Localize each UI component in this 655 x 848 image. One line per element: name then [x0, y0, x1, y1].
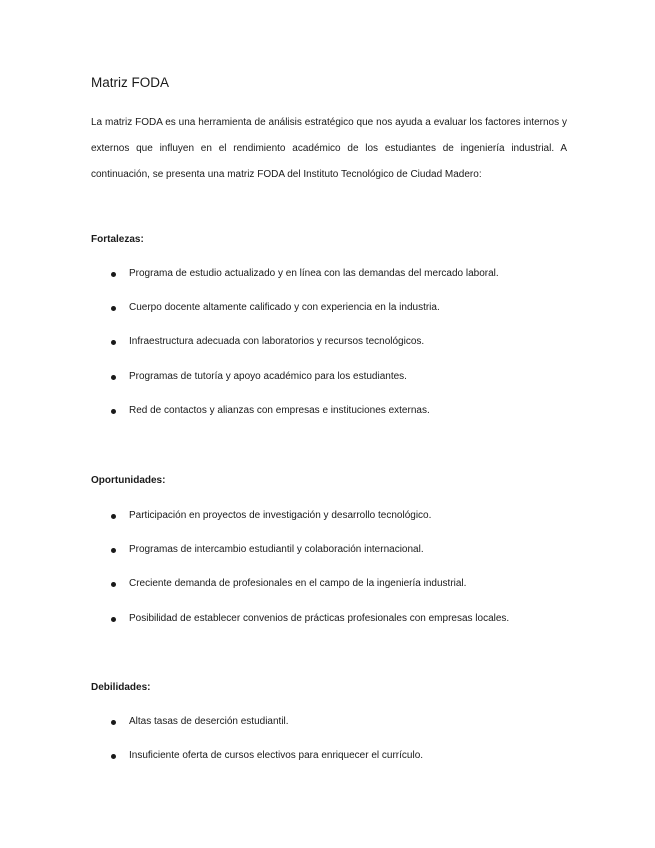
section-heading-fortalezas: Fortalezas:: [91, 234, 144, 245]
intro-paragraph: La matriz FODA es una herramienta de análisis estratégico que nos ayuda a evaluar los factores internos y externos que influyen en el rendimiento académico de los estudiantes de ingeniería industrial. A continuación, se presenta una matriz FODA del Instituto Tecnológico de Ciudad Madero:: [91, 117, 567, 180]
list-item-text: Creciente demanda de profesionales en el campo de la ingeniería industrial.: [129, 578, 467, 590]
bullet-icon: [111, 340, 116, 345]
list-item-text: Red de contactos y alianzas con empresas e instituciones externas.: [129, 404, 430, 416]
bullet-icon: [111, 720, 116, 725]
bullet-icon: [111, 582, 116, 587]
bullet-icon: [111, 409, 116, 414]
bullet-icon: [111, 306, 116, 311]
bullet-icon: [111, 514, 116, 519]
list-item-text: Infraestructura adecuada con laboratorios y recursos tecnológicos.: [129, 336, 425, 348]
bullet-icon: [111, 375, 116, 380]
list-item-text: Insuficiente oferta de cursos electivos para enriquecer el currículo.: [129, 750, 424, 762]
list-item-text: Cuerpo docente altamente calificado y con experiencia en la industria.: [129, 302, 440, 314]
list-item-text: Programas de intercambio estudiantil y colaboración internacional.: [129, 544, 424, 556]
list-item-text: Programas de tutoría y apoyo académico para los estudiantes.: [129, 370, 407, 382]
list-item-text: Programa de estudio actualizado y en línea con las demandas del mercado laboral.: [129, 268, 499, 279]
bullet-icon: [111, 548, 116, 553]
section-heading-debilidades: Debilidades:: [91, 682, 151, 693]
section-heading-oportunidades: Oportunidades:: [91, 475, 166, 486]
page-title: Matriz FODA: [91, 75, 170, 90]
list-item-text: Participación en proyectos de investigación y desarrollo tecnológico.: [129, 510, 432, 521]
list-item-text: Altas tasas de deserción estudiantil.: [129, 716, 289, 727]
list-item-text: Posibilidad de establecer convenios de prácticas profesionales con empresas locales.: [129, 612, 510, 624]
bullet-icon: [111, 272, 116, 277]
bullet-icon: [111, 617, 116, 622]
bullet-icon: [111, 754, 116, 759]
